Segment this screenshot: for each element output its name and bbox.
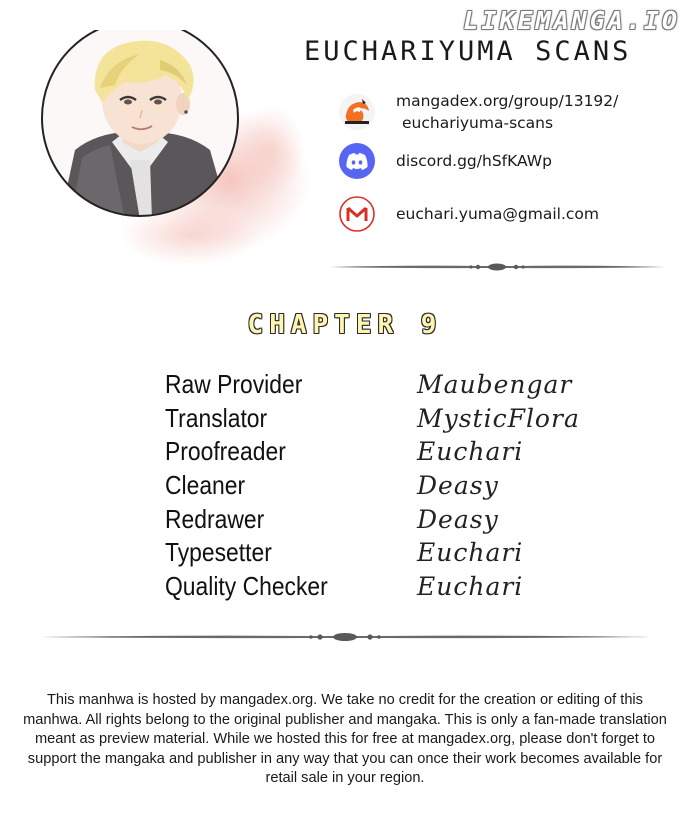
credit-name: Maubengar — [417, 370, 573, 400]
credit-name: MysticFlora — [417, 403, 580, 433]
credit-name: Euchari — [417, 538, 524, 568]
credit-role: Redrawer — [165, 503, 265, 534]
watermark-text: LIKEMANGA.IO — [463, 6, 680, 35]
discord-icon — [338, 142, 376, 180]
credit-row — [165, 402, 585, 436]
credit-role: Cleaner — [165, 470, 246, 501]
gmail-icon — [338, 195, 376, 233]
discord-link: discord.gg/hSfKAWp — [396, 152, 552, 170]
email-address: euchari.yuma@gmail.com — [396, 205, 599, 223]
mangadex-url-line1: mangadex.org/group/13192/ — [396, 92, 619, 110]
credit-role: Typesetter — [165, 537, 272, 568]
mangadex-url-line2: euchariyuma-scans — [402, 114, 554, 132]
ornament-divider — [40, 628, 650, 646]
avatar — [40, 30, 310, 275]
credit-role: Translator — [165, 402, 268, 433]
ornament-divider — [330, 259, 665, 275]
credit-name: Euchari — [417, 437, 524, 467]
credit-role: Proofreader — [165, 436, 286, 467]
contact-text — [396, 90, 618, 134]
credit-role: Quality Checker — [165, 570, 328, 601]
credit-row — [165, 435, 585, 469]
contact-gmail[interactable] — [338, 195, 599, 233]
credit-row — [165, 469, 585, 503]
credit-row — [165, 536, 585, 570]
credit-role: Raw Provider — [165, 369, 303, 400]
credit-row — [165, 368, 585, 402]
credit-row — [165, 502, 585, 536]
chapter-title: CHAPTER 9 — [247, 310, 443, 340]
credit-name: Euchari — [417, 571, 524, 601]
credits-list — [165, 368, 585, 603]
disclaimer-text: This manhwa is hosted by mangadex.org. We take no credit for the creation or editing of this manhwa. All rights belong to the original publisher and mangaka. This is only a fan-made translation meant as preview material. While we hosted this for free at mangadex.org, please don't forget to support the mangaka and publisher in any way that you can once their work becomes available for retail sale in your region. — [23, 692, 667, 786]
contact-discord[interactable] — [338, 142, 552, 180]
credit-name: Deasy — [417, 471, 499, 501]
mangadex-icon — [338, 93, 376, 131]
credit-row — [165, 570, 585, 604]
group-name: EUCHARIYUMA SCANS — [304, 36, 632, 67]
contact-mangadex[interactable] — [338, 90, 618, 134]
avatar-illustration — [40, 30, 310, 275]
credit-name: Deasy — [417, 504, 499, 534]
